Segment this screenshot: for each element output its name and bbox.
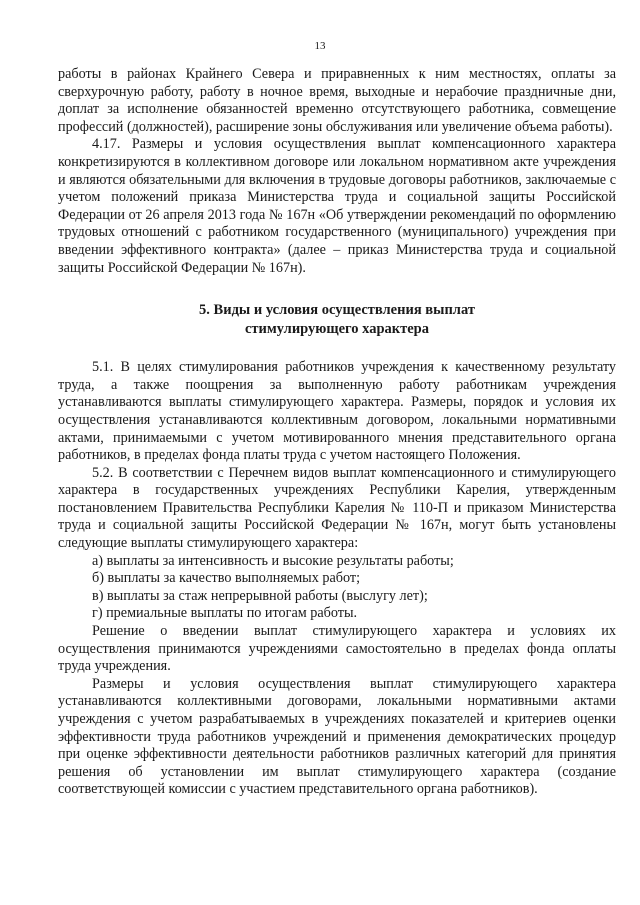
page-number: 13 [314, 40, 326, 52]
list-item-d: г) премиальные выплаты по итогам работы. [92, 605, 358, 622]
section-heading-line-2: стимулирующего характера [245, 321, 429, 338]
section-heading [58, 301, 616, 339]
section-heading-line-1: 5. Виды и условия осуществления выплат [199, 302, 475, 319]
paragraph-continuation: работы в районах Крайнего Севера и приравненных к ним местностях, оплаты за сверхурочную работу, работу в ночное время, выходные и нерабочие праздничные дни, доплат за исполнение обязанностей временно отсутствующего работника, совмещение профессий (должностей), расширение зоны обслуживания или увеличение объема работы). [58, 66, 616, 135]
paragraph-5-1: 5.1. В целях стимулирования работников учреждения к качественному результату труда, а также поощрения за выполненную работу работникам учреждения устанавливаются выплаты стимулирующего характера. Размеры, порядок и условия их осуществления устанавливаются коллективным договором, локальными нормативными актами, принимаемыми с учетом мотивированного мнения представительного органа работников, в пределах фонда платы труда с учетом настоящего Положения. [58, 359, 616, 464]
list-item-c: в) выплаты за стаж непрерывной работы (выслугу лет); [92, 587, 428, 604]
paragraph-decision: Решение о введении выплат стимулирующего характера и условиях их осуществления принимаются учреждениями самостоятельно в пределах фонда оплаты труда учреждения. [58, 623, 616, 675]
paragraph-4-17: 4.17. Размеры и условия осуществления выплат компенсационного характера конкретизируются в коллективном договоре или локальном нормативном акте учреждения и являются обязательными для включения в трудовые договоры работников, заключаемые с учетом положений приказа Министерства труда и социальной защиты Российской Федерации от 26 апреля 2013 года № 167н «Об утверждении рекомендаций по оформлению трудовых отношений с работником государственного (муниципального) учреждения при введении эффективного контракта» (далее – приказ Министерства труда и социальной защиты Российской Федерации № 167н). [58, 136, 616, 276]
list-item-b: б) выплаты за качество выполняемых работ; [92, 570, 361, 587]
paragraph-sizes-conditions: Размеры и условия осуществления выплат стимулирующего характера устанавливаются коллективными договорами, локальными нормативными актами учреждения с учетом разрабатываемых в учреждениях показателей и критериев оценки эффективности труда работников учреждений и применения демократических процедур при оценке эффективности деятельности работников различных категорий для принятия решения об установлении им выплат стимулирующего характера (создание соответствующей комиссии с участием представительного органа работников). [58, 675, 616, 798]
document-body [58, 66, 616, 799]
list-item-a: а) выплаты за интенсивность и высокие результаты работы; [92, 552, 454, 569]
paragraph-5-2: 5.2. В соответствии с Перечнем видов выплат компенсационного и стимулирующего характера в государственных учреждениях Республики Карелия, утвержденным постановлением Правительства Республики Карелия № 110-П и приказом Министерства труда и социальной защиты Российской Федерации № 167н, могут быть установлены следующие выплаты стимулирующего характера: [58, 464, 616, 552]
